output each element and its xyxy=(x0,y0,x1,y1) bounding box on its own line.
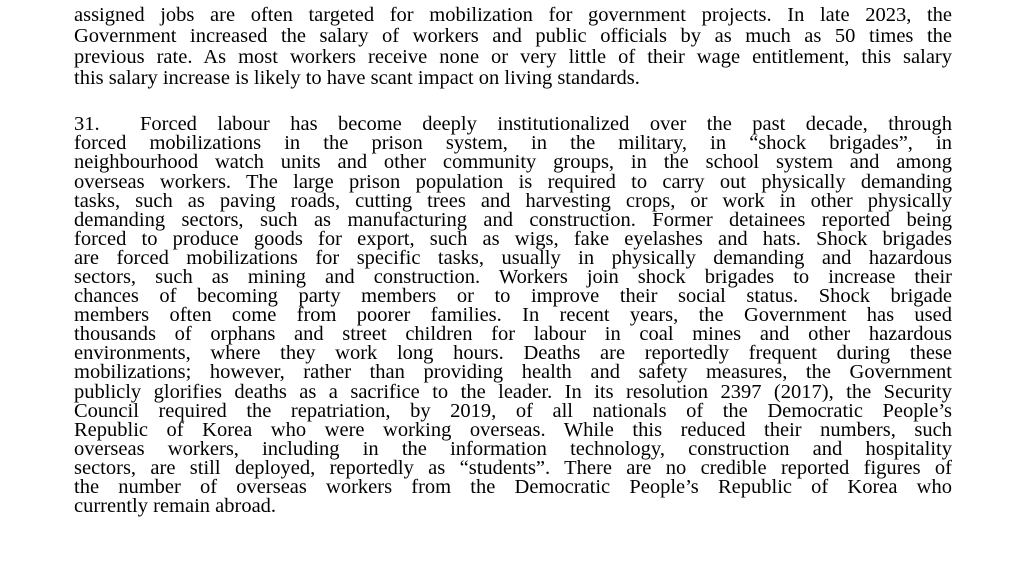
paragraph-31-line: Forced labour has become deeply institutionalized over the past decade, through xyxy=(140,113,952,135)
paragraph-31-line: mobilizations; however, rather than providing health and safety measures, the Government xyxy=(74,361,952,383)
paragraph-31-line: forced mobilizations in the prison system, in the military, in “shock brigades”, in xyxy=(74,132,952,154)
paragraph-31-line: chances of becoming party members or to improve their social status. Shock brigade xyxy=(74,285,952,307)
paragraph-31-line: demanding sectors, such as manufacturing and construction. Former detainees reported being xyxy=(74,209,952,231)
paragraph-31-line: forced to produce goods for export, such as wigs, fake eyelashes and hats. Shock brigades xyxy=(74,228,952,250)
paragraph-31-line: Council required the repatriation, by 2019, of all nationals of the Democratic People’s xyxy=(74,400,952,422)
paragraph-31-line: thousands of orphans and street children for labour in coal mines and other hazardous xyxy=(74,323,952,345)
paragraph-30-line: previous rate. As most workers receive none or very little of their wage entitlement, this salary xyxy=(74,46,952,68)
paragraph-31-line: sectors, are still deployed, reportedly as “students”. There are no credible reported figures of xyxy=(74,457,952,479)
paragraph-30-line: assigned jobs are often targeted for mobilization for government projects. In late 2023, the xyxy=(74,4,952,26)
paragraph-31-line: the number of overseas workers from the Democratic People’s Republic of Korea who xyxy=(74,476,952,498)
paragraph-31-line: overseas workers. The large prison population is required to carry out physically demanding xyxy=(74,171,952,193)
paragraph-31-line: sectors, such as mining and construction. Workers join shock brigades to increase their xyxy=(74,266,952,288)
paragraph-number: 31. xyxy=(74,113,100,135)
paragraph-31-line: members often come from poorer families. In recent years, the Government has used xyxy=(74,304,952,326)
paragraph-31-line: are forced mobilizations for specific tasks, usually in physically demanding and hazardous xyxy=(74,247,952,269)
paragraph-31-line: Republic of Korea who were working overseas. While this reduced their numbers, such xyxy=(74,419,952,441)
paragraph-31-line: publicly glorifies deaths as a sacrifice to the leader. In its resolution 2397 (2017), the Security xyxy=(74,381,952,403)
paragraph-31-line: neighbourhood watch units and other community groups, in the school system and among xyxy=(74,151,952,173)
paragraph-31-line: overseas workers, including in the information technology, construction and hospitality xyxy=(74,438,952,460)
paragraph-31-line: environments, where they work long hours. Deaths are reportedly frequent during these xyxy=(74,342,952,364)
paragraph-31-line: currently remain abroad. xyxy=(74,495,277,517)
paragraph-30-line: Government increased the salary of workers and public officials by as much as 50 times the xyxy=(74,25,952,47)
paragraph-30-line: this salary increase is likely to have scant impact on living standards. xyxy=(74,67,640,89)
paragraph-31-line: tasks, such as paving roads, cutting trees and harvesting crops, or work in other physically xyxy=(74,190,952,212)
